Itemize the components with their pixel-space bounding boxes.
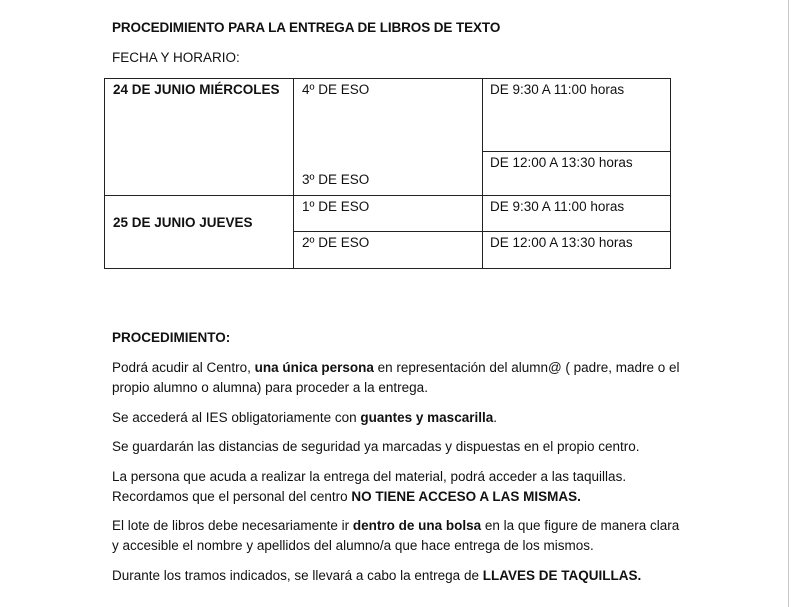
text-run: La persona que acuda a realizar la entrega del material, podrá acceder a las taquillas. Recordamos que el personal del centro bbox=[112, 469, 627, 504]
text-run: . bbox=[493, 410, 497, 425]
paragraph-bag bbox=[112, 516, 682, 556]
paragraph-locker-keys bbox=[112, 566, 682, 586]
time-label: DE 12:00 A 13:30 horas bbox=[490, 155, 633, 170]
course-cell bbox=[294, 232, 483, 269]
date-time-label: FECHA Y HORARIO: bbox=[112, 50, 240, 65]
time-label: DE 9:30 A 11:00 horas bbox=[490, 199, 625, 214]
day-cell-thursday bbox=[105, 196, 294, 269]
schedule-table bbox=[104, 78, 671, 269]
text-run: Podrá acudir al Centro, bbox=[112, 360, 255, 375]
text-run: El lote de libros debe necesariamente ir bbox=[112, 518, 353, 533]
table-row bbox=[105, 79, 671, 152]
time-cell bbox=[483, 232, 671, 269]
course-cell bbox=[294, 79, 483, 196]
bold-text: guantes y mascarilla bbox=[360, 410, 494, 425]
day-cell-wednesday bbox=[105, 79, 294, 196]
table-row bbox=[105, 196, 671, 232]
paragraph-distance: Se guardarán las distancias de seguridad ya marcadas y dispuestas en el propio centro. bbox=[112, 439, 640, 454]
bold-text: LLAVES DE TAQUILLAS. bbox=[482, 568, 642, 583]
course-label: 1º DE ESO bbox=[302, 199, 370, 214]
time-label: DE 9:30 A 11:00 horas bbox=[490, 82, 625, 97]
text-run: Durante los tramos indicados, se llevará a cabo la entrega de bbox=[112, 568, 483, 583]
day-label: 24 DE JUNIO MIÉRCOLES bbox=[113, 82, 280, 97]
paragraph-gloves-mask bbox=[112, 408, 682, 428]
bold-text: dentro de una bolsa bbox=[352, 518, 482, 533]
document-title: PROCEDIMIENTO PARA LA ENTREGA DE LIBROS DE TEXTO bbox=[112, 20, 501, 35]
course-label: 3º DE ESO bbox=[302, 172, 370, 187]
time-cell bbox=[483, 196, 671, 232]
text-run: en representación del alumn@ ( padre, madre o el propio alumno o alumna) para proceder a la entrega. bbox=[112, 360, 680, 395]
time-cell bbox=[483, 79, 671, 152]
time-label: DE 12:00 A 13:30 horas bbox=[490, 235, 633, 250]
text-run: en la que figure de manera clara y accesible el nombre y apellidos del alumno/a que hace entrega de los mismos. bbox=[112, 518, 680, 553]
course-label: 2º DE ESO bbox=[302, 235, 370, 250]
course-cell bbox=[294, 196, 483, 232]
page-edge bbox=[788, 0, 789, 607]
procedure-heading: PROCEDIMIENTO: bbox=[112, 330, 231, 345]
day-label: 25 DE JUNIO JUEVES bbox=[113, 215, 253, 230]
time-cell bbox=[483, 152, 671, 196]
paragraph-lockers-access bbox=[112, 467, 647, 507]
bold-text: una única persona bbox=[254, 360, 374, 375]
text-run: Se accederá al IES obligatoriamente con bbox=[112, 410, 361, 425]
bold-text: NO TIENE ACCESO A LAS MISMAS. bbox=[351, 489, 581, 504]
course-label: 4º DE ESO bbox=[302, 82, 370, 97]
paragraph-single-person bbox=[112, 358, 682, 398]
